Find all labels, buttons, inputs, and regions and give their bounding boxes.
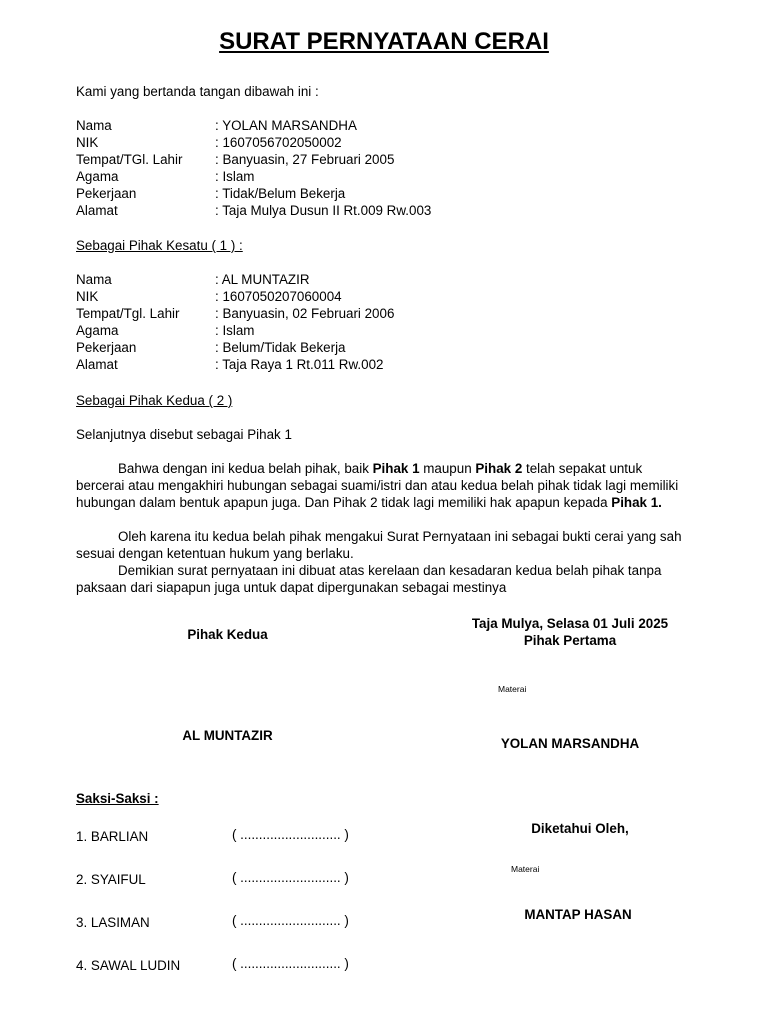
- intro-text: Kami yang bertanda tangan dibawah ini :: [76, 84, 319, 99]
- party1-religion-label: Agama: [76, 169, 119, 184]
- witness-2-name: 2. SYAIFUL: [76, 872, 146, 887]
- second-party-label: Pihak Kedua: [187, 627, 268, 642]
- party2-nik-label: NIK: [76, 289, 99, 304]
- party2-religion-value: : Islam: [215, 323, 255, 338]
- witness-1-name: 1. BARLIAN: [76, 829, 149, 844]
- party2-address-label: Alamat: [76, 357, 118, 372]
- party2-address-value: : Taja Raya 1 Rt.011 Rw.002: [215, 357, 384, 372]
- party2-birth-label: Tempat/Tgl. Lahir: [76, 306, 180, 321]
- body-p1-bold-3: Pihak 1.: [611, 495, 662, 510]
- body-p1-text-3: telah sepakat untuk bercerai atau mengakhiri hubungan sebagai suami/istri dan atau kedua belah pihak tidak lagi memiliki hubungan dalam bentuk apapun juga. Dan Pihak 2 tidak lagi memiliki hak apapun kepada: [76, 461, 679, 510]
- body-p1-bold-1: Pihak 1: [372, 461, 420, 476]
- body-paragraph-1: [76, 460, 691, 511]
- party1-name-value: : YOLAN MARSANDHA: [215, 118, 357, 133]
- witness-2-signature-line: ( ........................... ): [232, 870, 349, 885]
- place-date: Taja Mulya, Selasa 01 Juli 2025: [471, 616, 669, 631]
- witness-3-signature-line: ( ........................... ): [232, 913, 349, 928]
- party2-job-value: : Belum/Tidak Bekerja: [215, 340, 346, 355]
- referred-text: Selanjutnya disebut sebagai Pihak 1: [76, 427, 292, 442]
- party1-job-value: : Tidak/Belum Bekerja: [215, 186, 346, 201]
- party2-name-value: : AL MUNTAZIR: [215, 272, 310, 287]
- party1-birth-value: : Banyuasin, 27 Februari 2005: [215, 152, 395, 167]
- party2-job-label: Pekerjaan: [76, 340, 137, 355]
- party2-nik-value: : 1607050207060004: [215, 289, 342, 304]
- acknowledger-name: MANTAP HASAN: [524, 907, 632, 922]
- first-party-name: YOLAN MARSANDHA: [500, 736, 640, 751]
- party1-birth-label: Tempat/TGl. Lahir: [76, 152, 183, 167]
- first-party-label: Pihak Pertama: [523, 633, 617, 648]
- party1-religion-value: : Islam: [215, 169, 255, 184]
- party2-heading: Sebagai Pihak Kedua ( 2 ): [76, 393, 233, 408]
- body-p1-text-1: Bahwa dengan ini kedua belah pihak, baik: [118, 461, 373, 476]
- body-p1-bold-2: Pihak 2: [475, 461, 523, 476]
- party1-name-label: Nama: [76, 118, 112, 133]
- body-p1-text-2: maupun: [419, 461, 476, 476]
- party2-birth-value: : Banyuasin, 02 Februari 2006: [215, 306, 395, 321]
- witnesses-heading: Saksi-Saksi :: [76, 791, 159, 806]
- party1-address-label: Alamat: [76, 203, 118, 218]
- party2-religion-label: Agama: [76, 323, 119, 338]
- acknowledged-label: Diketahui Oleh,: [531, 821, 629, 836]
- party2-name-label: Nama: [76, 272, 112, 287]
- party1-heading: Sebagai Pihak Kesatu ( 1 ) :: [76, 238, 243, 253]
- materai-stamp-2: Materai: [511, 864, 540, 874]
- party1-nik-label: NIK: [76, 135, 99, 150]
- body-paragraph-2: Oleh karena itu kedua belah pihak mengakui Surat Pernyataan ini sebagai bukti cerai yang sah sesuai dengan ketentuan hukum yang berlaku.: [76, 529, 682, 561]
- body-paragraph-3: Demikian surat pernyataan ini dibuat atas kerelaan dan kesadaran kedua belah pihak tanpa paksaan dari siapapun juga untuk dapat dipergunakan sebagai mestinya: [76, 563, 662, 595]
- party1-nik-value: : 1607056702050002: [215, 135, 342, 150]
- document-title: SURAT PERNYATAAN CERAI: [219, 28, 549, 55]
- materai-stamp-1: Materai: [498, 684, 527, 694]
- witness-3-name: 3. LASIMAN: [76, 915, 150, 930]
- witness-4-name: 4. SAWAL LUDIN: [76, 958, 181, 973]
- witness-4-signature-line: ( ........................... ): [232, 956, 349, 971]
- witness-1-signature-line: ( ........................... ): [232, 827, 349, 842]
- party1-job-label: Pekerjaan: [76, 186, 137, 201]
- party1-address-value: : Taja Mulya Dusun II Rt.009 Rw.003: [215, 203, 432, 218]
- second-party-name: AL MUNTAZIR: [182, 728, 273, 743]
